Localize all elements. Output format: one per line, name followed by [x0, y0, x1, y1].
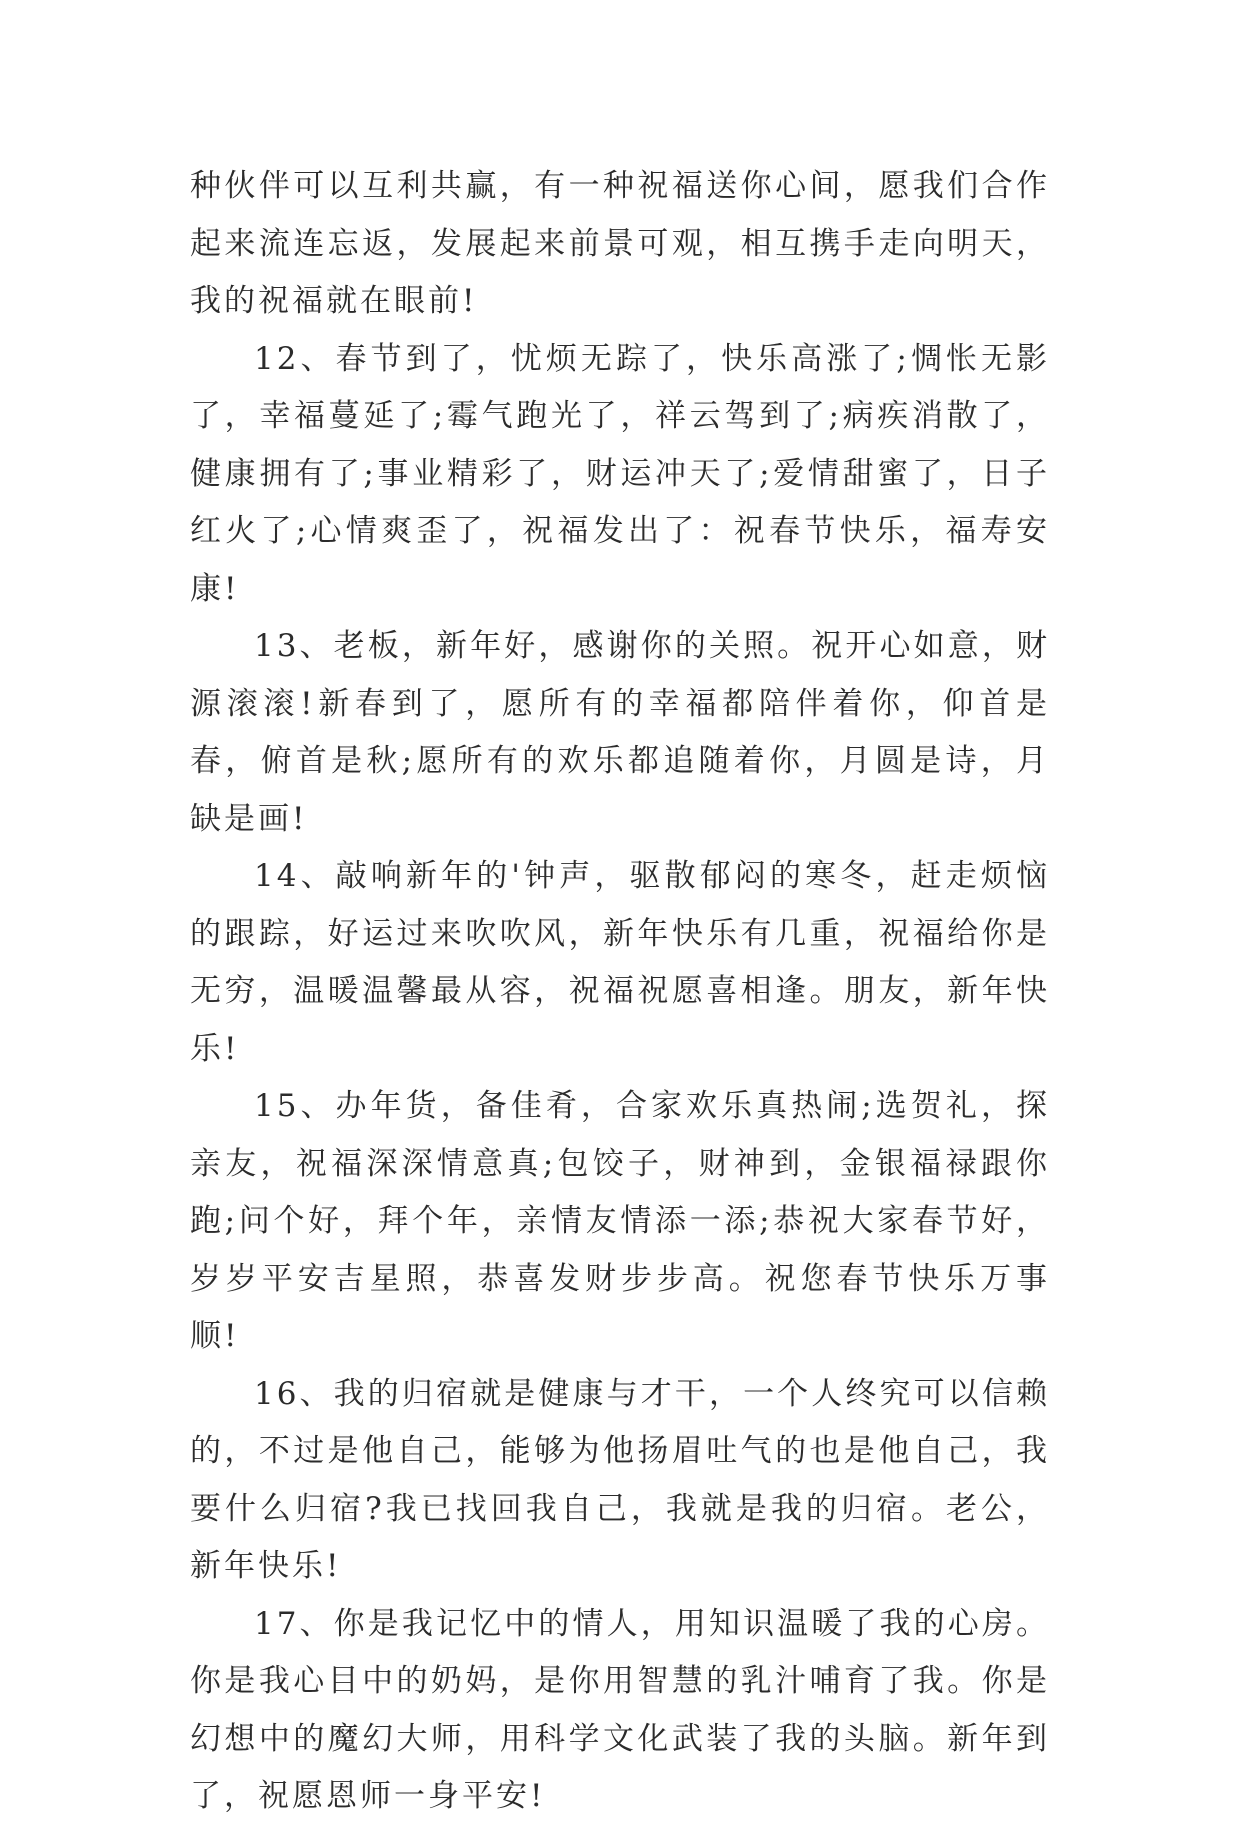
paragraph-17: 17、你是我记忆中的情人，用知识温暖了我的心房。你是我心目中的奶妈，是你用智慧的乳汁哺育了我。你是幻想中的魔幻大师，用科学文化武装了我的头脑。新年到了，祝愿恩师一身平安!: [190, 1605, 1050, 1814]
paragraph-continued: 种伙伴可以互利共赢，有一种祝福送你心间，愿我们合作起来流连忘返，发展起来前景可观，相互携手走向明天，我的祝福就在眼前!: [190, 168, 1050, 319]
paragraph-14: 14、敲响新年的'钟声，驱散郁闷的寒冬，赶走烦恼的跟踪，好运过来吹吹风，新年快乐有几重，祝福给你是无穷，温暖温馨最从容，祝福祝愿喜相逢。朋友，新年快乐!: [190, 858, 1050, 1067]
paragraph-12: 12、春节到了，忧烦无踪了，快乐高涨了;惆怅无影了，幸福蔓延了;霉气跑光了，祥云驾到了;病疾消散了，健康拥有了;事业精彩了，财运冲天了;爱情甜蜜了，日子红火了;心情爽歪了，祝福发出了：祝春节快乐，福寿安康!: [190, 340, 1050, 607]
document-body: [190, 158, 1050, 1826]
paragraph-15: 15、办年货，备佳肴，合家欢乐真热闹;选贺礼，探亲友，祝福深深情意真;包饺子，财神到，金银福禄跟你跑;问个好，拜个年，亲情友情添一添;恭祝大家春节好，岁岁平安吉星照，恭喜发财步步高。祝您春节快乐万事顺!: [190, 1088, 1050, 1354]
paragraph-13: 13、老板，新年好，感谢你的关照。祝开心如意，财源滚滚!新春到了，愿所有的幸福都陪伴着你，仰首是春，俯首是秋;愿所有的欢乐都追随着你，月圆是诗，月缺是画!: [190, 628, 1050, 837]
paragraph-16: 16、我的归宿就是健康与才干，一个人终究可以信赖的，不过是他自己，能够为他扬眉吐气的也是他自己，我要什么归宿?我已找回我自己，我就是我的归宿。老公，新年快乐!: [190, 1375, 1050, 1584]
